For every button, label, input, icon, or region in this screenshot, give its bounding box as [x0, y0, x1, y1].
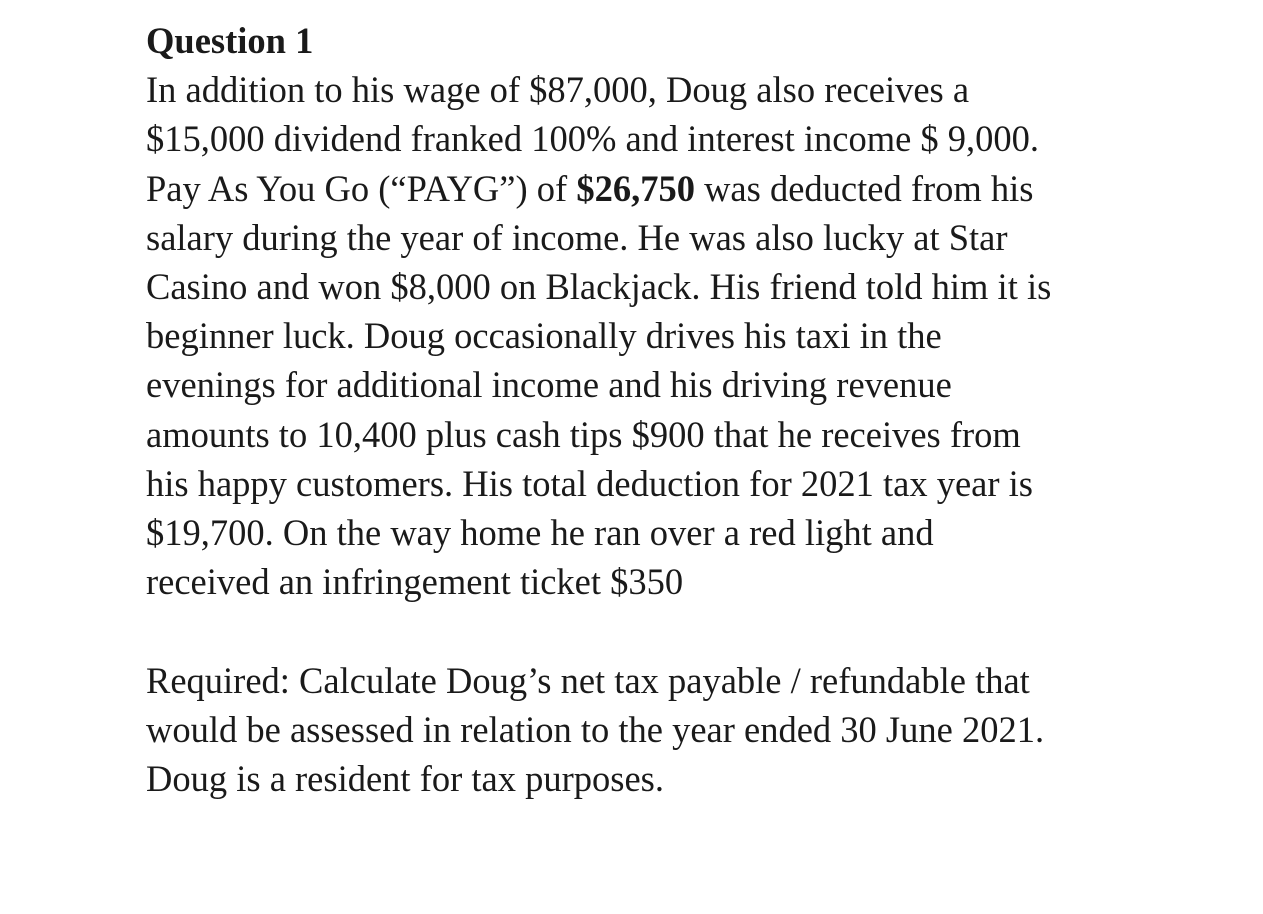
body-line-4: salary during the year of income. He was also lucky at Star: [146, 216, 1008, 258]
body-line-1: In addition to his wage of $87,000, Doug also receives a: [146, 69, 970, 111]
body-line-3: [146, 164, 1246, 213]
question-document: [146, 16, 1246, 803]
required-line-1: Required: Calculate Doug’s net tax payable / refundable that: [146, 659, 1030, 701]
payg-text-before: Pay As You Go (“PAYG”) of: [146, 167, 577, 209]
body-line-9: his happy customers. His total deduction for 2021 tax year is: [146, 462, 1033, 504]
paragraph-gap: [146, 606, 1246, 655]
payg-amount: $26,750: [576, 167, 695, 209]
body-line-10: $19,700. On the way home he ran over a red light and: [146, 512, 934, 554]
body-line-11: received an infringement ticket $350: [146, 561, 684, 603]
body-line-7: evenings for additional income and his driving revenue: [146, 364, 952, 406]
question-title: Question 1: [146, 20, 314, 61]
required-line-3: Doug is a resident for tax purposes.: [146, 758, 664, 800]
payg-text-after: was deducted from his: [694, 167, 1034, 209]
body-line-2: $15,000 dividend franked 100% and interest income $ 9,000.: [146, 118, 1040, 160]
body-line-6: beginner luck. Doug occasionally drives his taxi in the: [146, 315, 942, 357]
body-line-5: Casino and won $8,000 on Blackjack. His friend told him it is: [146, 266, 1052, 308]
required-line-2: would be assessed in relation to the year ended 30 June 2021.: [146, 708, 1045, 750]
body-line-8: amounts to 10,400 plus cash tips $900 that he receives from: [146, 413, 1021, 455]
